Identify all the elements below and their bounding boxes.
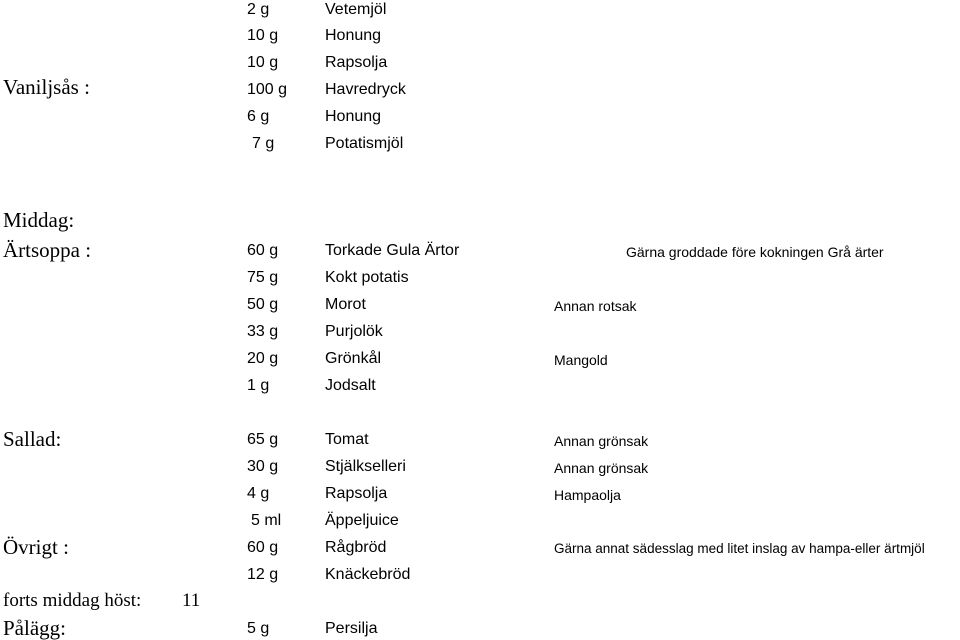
row-note: Hampaolja [554,487,621,503]
heading-forts-middag-number: 11 [182,590,201,611]
row-qty: 5 g [247,620,270,637]
row-item: Vetemjöl [325,1,387,18]
row-qty: 50 g [247,296,279,313]
row-note: Annan rotsak [554,298,637,314]
row-qty: 75 g [247,269,279,286]
row-qty: 5 ml [251,512,282,529]
heading-palagg: Pålägg: [3,616,66,640]
row-note: Mangold [554,352,608,368]
row-item: Äppeljuice [325,512,399,529]
row-qty: 30 g [247,458,279,475]
row-item: Rapsolja [325,485,388,502]
row-qty: 60 g [247,539,279,556]
row-item: Persilja [325,620,378,637]
heading-forts-middag: forts middag höst: [3,590,142,611]
row-note: Gärna groddade före kokningen Grå ärter [626,244,884,260]
row-item: Morot [325,296,366,313]
row-qty: 65 g [247,431,279,448]
row-item: Rågbröd [325,539,387,556]
row-item: Knäckebröd [325,566,411,583]
row-note: Annan grönsak [554,433,649,449]
row-qty: 10 g [247,54,279,71]
row-qty: 7 g [252,135,275,152]
row-item: Honung [325,108,382,125]
row-qty: 2 g [247,1,270,18]
row-note: Annan grönsak [554,460,649,476]
row-item: Torkade Gula Ärtor [325,242,460,259]
row-note: Gärna annat sädesslag med litet inslag av hampa-eller ärtmjöl [554,541,925,556]
row-item: Havredryck [325,81,406,98]
row-qty: 12 g [247,566,279,583]
row-qty: 6 g [247,108,270,125]
heading-middag: Middag: [3,208,75,232]
row-item: Potatismjöl [325,135,404,152]
row-qty: 20 g [247,350,279,367]
heading-vaniljsas: Vaniljsås : [3,75,90,99]
row-qty: 60 g [247,242,279,259]
row-qty: 10 g [247,27,279,44]
row-item: Jodsalt [325,377,376,394]
row-item: Honung [325,27,382,44]
row-qty: 33 g [247,323,279,340]
row-qty: 1 g [247,377,270,394]
row-qty: 100 g [247,81,288,98]
row-item: Rapsolja [325,54,388,71]
row-item: Tomat [325,431,369,448]
heading-artsoppa: Ärtsoppa : [3,238,92,262]
row-item: Grönkål [325,350,382,367]
row-item: Kokt potatis [325,269,409,286]
row-item: Stjälkselleri [325,458,406,475]
heading-sallad: Sallad: [3,427,62,451]
heading-ovrigt: Övrigt : [3,535,69,559]
row-item: Purjolök [325,323,383,340]
row-qty: 4 g [247,485,270,502]
